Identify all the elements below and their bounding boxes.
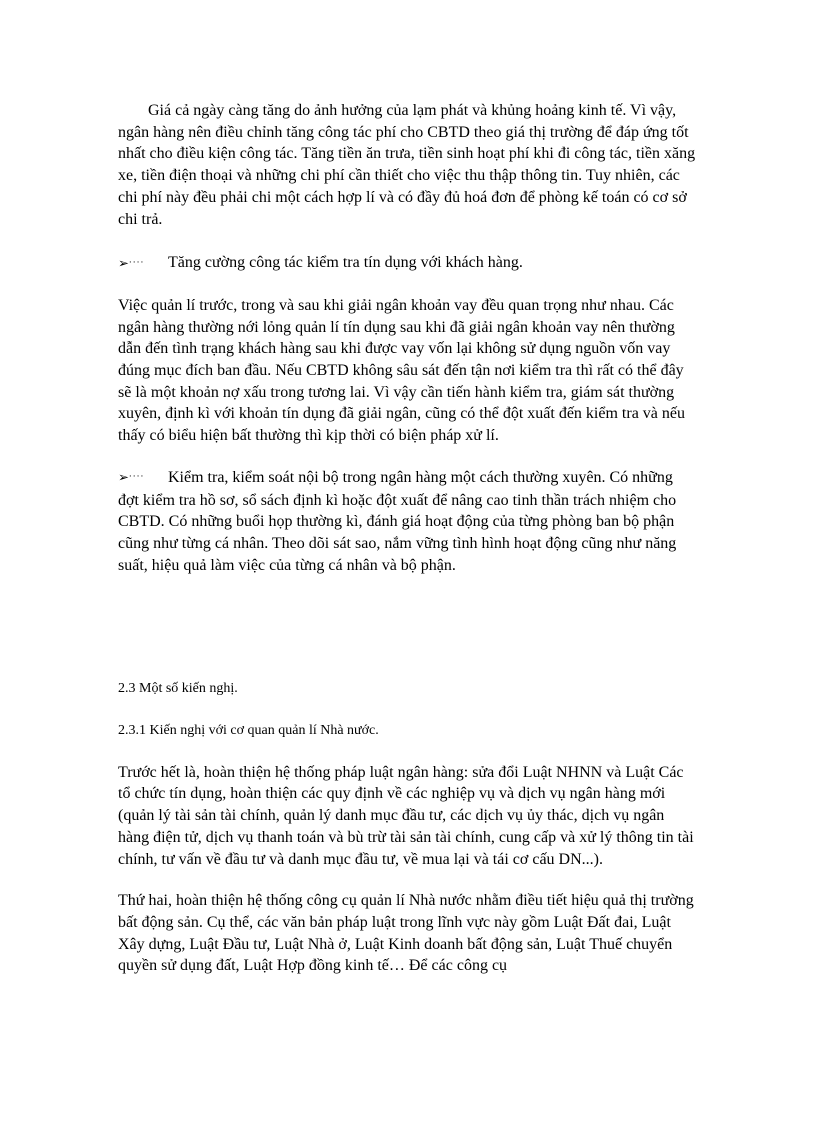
section-heading-2-3: 2.3 Một số kiến nghị. xyxy=(118,681,238,697)
bullet-text: Kiểm tra, kiểm soát nội bộ trong ngân hàng một cách thường xuyên. Có những đợt kiểm tra hồ sơ, sổ sách định kì hoặc đột xuất để nâng cao tinh thần trách nhiệm cho CBTD. Có những buổi họp thường kì, đánh giá hoạt động của từng phòng ban bộ phận cũng như từng cá nhân. Theo dõi sát sao, nắm vững tình hình hoạt động cũng như năng suất, hiệu quả làm việc của từng cá nhân và bộ phận. xyxy=(118,468,677,574)
document-body xyxy=(118,100,696,977)
bullet-item-credit-inspection xyxy=(118,252,696,275)
paragraph-legal-system: Trước hết là, hoàn thiện hệ thống pháp luật ngân hàng: sửa đổi Luật NHNN và Luật Các tổ chức tín dụng, hoàn thiện các quy định về các nghiệp vụ và dịch vụ ngân hàng mới (quản lý tài sản tài chính, quản lý danh mục đầu tư, các dịch vụ ủy thác, dịch vụ ngân hàng điện tử, dịch vụ thanh toán và bù trừ tài sản tài chính, cung cấp và xử lý thông tin tài chính, tư vấn về đầu tư và danh mục đầu tư, về mua lại và tái cơ cấu DN...). xyxy=(118,763,694,868)
paragraph-cost-adjustment: Giá cả ngày càng tăng do ảnh hưởng của lạm phát và khủng hoảng kinh tế. Vì vậy, ngân hàng nên điều chỉnh tăng công tác phí cho CBTD theo giá thị trường để đáp ứng tốt nhất cho điều kiện công tác. Tăng tiền ăn trưa, tiền sinh hoạt phí khi đi công tác, tiền xăng xe, tiền điện thoại và những chi phí cần thiết cho việc thu thập thông tin. Tuy nhiên, các chi phí này đều phải chi một cách hợp lí và có đầy đủ hoá đơn để phòng kế toán có cơ sở chi trả. xyxy=(118,102,696,228)
bullet-text: Tăng cường công tác kiểm tra tín dụng với khách hàng. xyxy=(168,254,523,272)
paragraph-real-estate-tools: Thứ hai, hoàn thiện hệ thống công cụ quản lí Nhà nước nhằm điều tiết hiệu quả thị trường bất động sản. Cụ thể, các văn bản pháp luật trong lĩnh vực này gồm Luật Đất đai, Luật Xây dựng, Luật Đầu tư, Luật Nhà ở, Luật Kinh doanh bất động sản, Luật Thuế chuyển quyền sử dụng đất, Luật Hợp đồng kinh tế… Để các công cụ xyxy=(118,892,694,975)
bullet-item-internal-control xyxy=(118,467,696,577)
arrow-bullet-icon: ➢···· xyxy=(118,256,145,272)
section-heading-2-3-1: 2.3.1 Kiến nghị với cơ quan quản lí Nhà nước. xyxy=(118,723,379,739)
paragraph-loan-management: Việc quản lí trước, trong và sau khi giải ngân khoản vay đều quan trọng như nhau. Các ngân hàng thường nới lỏng quản lí tín dụng sau khi đã giải ngân khoản vay nên thường dẫn đến tình trạng khách hàng sau khi được vay vốn lại không sử dụng nguồn vốn vay đúng mục đích ban đầu. Nếu CBTD không sâu sát đến tận nơi kiểm tra thì rất có thể đây sẽ là một khoản nợ xấu trong tương lai. Vì vậy cần tiến hành kiểm tra, giám sát thường xuyên, định kì với khoản tín dụng đã giải ngân, cũng có thể đột xuất đến kiểm tra và nếu thấy có biểu hiện bất thường thì kịp thời có biện pháp xử lí. xyxy=(118,296,685,445)
arrow-bullet-icon: ➢···· xyxy=(118,470,145,486)
